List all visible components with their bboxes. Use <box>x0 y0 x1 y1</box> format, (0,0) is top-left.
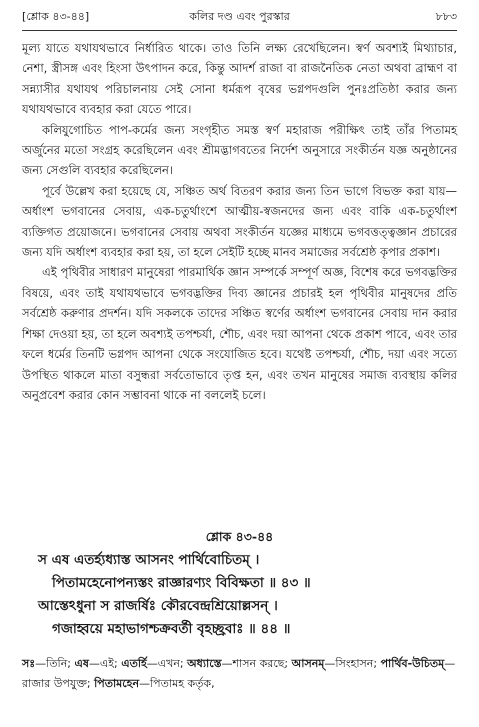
paragraph-1: মূল্য যাতে যথাযথভাবে নির্ধারিত থাকে। তাও তিনি লক্ষ্য রেখেছিলেন। স্বর্ণ অবশ্যই মিথ্যাচার, নেশা, স্ত্রীসঙ্গ এবং হিংসা উৎপাদন করে, কিন্তু আদর্শ রাজা বা রাজনৈতিক নেতা অথবা ব্রাহ্মণ বা সন্ন্যাসীর যথাযথ পরিচালনায় সেই সোনা ধর্মরূপ বৃষের ভগ্নপদগুলি পুনঃপ্রতিষ্ঠা করার জন্য যথাযথভাবে ব্যবহার করা যেতে পারে। <box>22 41 457 117</box>
page-header <box>22 6 457 28</box>
verse-line-2: পিতামহেনোপন্যস্তং রাজ্ঞারণ্যং বিবিক্ষতা ॥ ৪৩ ॥ <box>52 575 311 591</box>
synonym-word: এতর্হি <box>121 657 147 670</box>
synonym-word: সঃ <box>22 657 36 670</box>
paragraph-4: এই পৃথিবীর সাধারণ মানুষেরা পারমার্থিক জ্ঞান সম্পর্কে সম্পূর্ণ অজ্ঞ, বিশেষ করে ভগবদ্ভক্তির বিষয়ে, এবং তাই যথাযথভাবে ভগবদ্ভক্তির দিব্য জ্ঞানের প্রচারই হল পৃথিবীর মানুষদের প্রতি সর্বশ্রেষ্ঠ করুণার প্রদর্শন। যদি সকলকে তাদের সঞ্চিত স্বর্ণের অর্ধাংশ ভগবানের সেবায় দান করার শিক্ষা দেওয়া হয়, তা হলে অবশ্যই তপশ্চর্যা, শৌচ, এবং দয়া আপনা থেকে প্রকাশ পাবে, এবং তার ফলে ধর্মের তিনটি ভগ্নপদ আপনা থেকে সংযোজিত হবে। যথেষ্ট তপশ্চর্যা, শৌচ, দয়া এবং সত্যে উপস্থিত থাকলে মাতা বসুন্ধরা সর্বতোভাবে তৃপ্ত হন, এবং তখন মানুষের সমাজ ব্যবস্থায় কলির অনুপ্রবেশ করার কোন সম্ভাবনা থাকে না বললেই চলে। <box>22 265 457 402</box>
paragraph-3: পূর্বে উল্লেখ করা হয়েছে যে, সঞ্চিত অর্থ বিতরণ করার জন্য তিন ভাগে বিভক্ত করা যায়—অর্ধাংশ ভগবানের সেবায়, এক-চতুর্থাংশে আত্মীয়-স্বজনদের জন্য এবং বাকি এক-চতুর্থাংশ ব্যক্তিগত প্রয়োজনে। ভগবানের সেবায় অথবা সংকীর্তন যজ্ঞের মাধ্যমে ভগবত্তত্ত্বজ্ঞান প্রচারের জন্য যদি অর্ধাংশ ব্যবহার করা হয়, তা হলে সেইটি হচ্ছে মানব সমাজের সর্বশ্রেষ্ঠ কৃপার প্রকাশ। <box>22 183 457 260</box>
synonym-word: এষ <box>74 657 89 670</box>
page-number: ৮৮৩ <box>435 10 457 23</box>
verse-line-4: গজাহ্বয়ে মহাভাগশ্চক্রবর্তী বৃহচ্ছ্রবাঃ ॥ ৪৪ ॥ <box>52 621 291 637</box>
verse-line-1: স এষ এতর্হ্যধ্যাস্ত আসনং পার্থিবোচিতম্ । <box>38 552 260 568</box>
verse-block <box>38 549 457 641</box>
synonym-meaning: এখন; <box>157 657 184 670</box>
paragraph-2: কলিযুগোচিত পাপ-কর্মের জন্য সংগৃহীত সমস্ত স্বর্ণ মহারাজ পরীক্ষিৎ তাই তাঁর পিতামহ অর্জুনের মতো সংগ্রহ করেছিলেন এবং শ্রীমদ্ভাগবতের নির্দেশ অনুসারে সংকীর্তন যজ্ঞ অনুষ্ঠানের জন্য সেগুলি ব্যবহার করেছিলেন। <box>22 122 457 178</box>
chapter-title: কলির দণ্ড এবং পুরস্কার <box>189 10 290 23</box>
synonym-item: এতর্হি—এখন; <box>121 657 184 670</box>
synonyms-section <box>22 654 457 694</box>
synonym-meaning: সিংহাসন; <box>335 657 378 670</box>
synonym-word: পার্থিব-উচিতম্ <box>380 657 445 670</box>
synonym-item: অধ্যাস্তে—শাসন করছে; <box>187 657 289 670</box>
synonym-meaning: শাসন করছে; <box>232 657 289 670</box>
synonym-item: এষ—এই; <box>74 657 118 670</box>
synonym-item: সঃ—তিনি; <box>22 657 71 670</box>
synonym-word: অধ্যাস্তে <box>187 657 222 670</box>
synonym-item: আসনম্—সিংহাসন; <box>291 657 378 670</box>
synonym-item: পার্থিব-উচিতম্—রাজার উপযুক্ত; <box>22 657 456 690</box>
synonym-word: আসনম্ <box>291 657 325 670</box>
verse-range-label: [শ্লোক ৪৩-৪৪] <box>22 10 90 23</box>
synonym-item: পিতামহেন—পিতামহ কর্তৃক, <box>94 677 215 690</box>
synonym-meaning: রাজার উপযুক্ত; <box>22 677 91 690</box>
synonym-meaning: পিতামহ কর্তৃক, <box>150 677 215 690</box>
verse-line-3: আস্তেঽধুনা স রাজর্ষিঃ কৌরবেন্দ্রশ্রিয়োল্লসন্ । <box>38 598 278 614</box>
synonym-word: পিতামহেন <box>94 677 140 690</box>
synonym-meaning: তিনি; <box>46 657 71 670</box>
verse-heading: শ্লোক ৪৩-৪৪ <box>205 529 274 544</box>
purport-body <box>22 38 457 405</box>
header-divider <box>22 30 457 31</box>
synonym-meaning: এই; <box>99 657 118 670</box>
